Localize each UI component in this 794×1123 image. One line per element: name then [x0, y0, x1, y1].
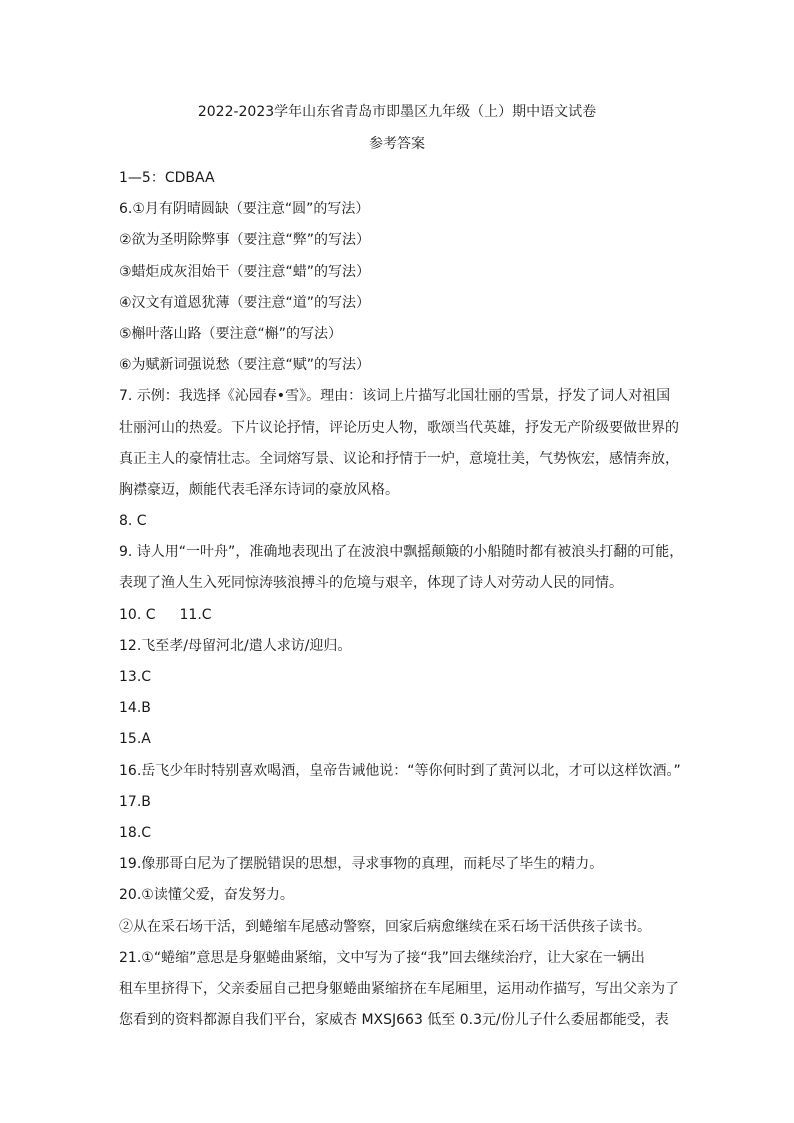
answer-10: 10. C	[119, 606, 156, 623]
answer-9-line: 表现了渔人生入死同惊涛骇浪搏斗的危境与艰辛，体现了诗人对劳动人民的同情。	[119, 575, 623, 592]
answer-21-line: 您看到的资料都源自我们平台，家威杏 MXSJ663 低至 0.3元/份儿子什么委屈都能受，表	[119, 1012, 669, 1029]
page-title: 2022-2023学年山东省青岛市即墨区九年级（上）期中语文试卷	[197, 104, 597, 120]
answer-8: 8. C	[119, 513, 147, 530]
answer-6-line: ④汉文有道恩犹薄（要注意“道”的写法）	[119, 294, 371, 311]
answer-10-11-row	[119, 600, 691, 631]
answer-7-line: 胸襟豪迈，颇能代表毛泽东诗词的豪放风格。	[119, 481, 399, 498]
answer-15: 15.A	[119, 731, 151, 748]
answer-6-line: ③蜡炬成灰泪始干（要注意“蜡”的写法）	[119, 263, 371, 280]
answer-17: 17.B	[119, 793, 151, 810]
page-subtitle: 参考答案	[369, 136, 425, 152]
answer-21-line: 21.①“蜷缩”意思是身躯蜷曲紧缩，文中写为了接“我”回去继续治疗，让大家在一辆出	[119, 949, 645, 966]
answer-7-line: 7. 示例：我选择《沁园春•雪》。理由：该词上片描写北国壮丽的雪景，抒发了词人对祖国	[119, 388, 671, 405]
answer-7-line: 真正主人的豪情壮志。全词熔写景、议论和抒情于一炉，意境壮美，气势恢宏，感情奔放，	[119, 450, 679, 467]
answer-6-line: ⑥为赋新词强说愁（要注意“赋”的写法）	[119, 357, 371, 374]
answer-7-line: 壮丽河山的热爱。下片议论抒情，评论历史人物，歌颂当代英雄，抒发无产阶级要做世界的	[119, 419, 679, 436]
answer-20-line: ②从在采石场干活，到蜷缩车尾感动警察，回家后病愈继续在采石场干活供孩子读书。	[119, 918, 651, 935]
answer-9-line: 9. 诗人用“一叶舟”，准确地表现出了在波浪中飘摇颠簸的小船随时都有被浪头打翻的可能，	[119, 544, 684, 561]
answer-6-line: ②欲为圣明除弊事（要注意“弊”的写法）	[119, 232, 371, 249]
answer-12: 12.飞至孝/母留河北/遣人求访/迎归。	[119, 637, 352, 654]
answer-16: 16.岳飞少年时特别喜欢喝酒，皇帝告诫他说：“等你何时到了黄河以北，才可以这样饮酒。”	[119, 762, 681, 779]
answer-11: 11.C	[179, 606, 212, 623]
answer-6-line: 6.①月有阴晴圆缺（要注意“圆”的写法）	[119, 201, 370, 218]
answer-18: 18.C	[119, 824, 152, 841]
answer-list	[119, 163, 691, 1036]
answer-1-5: 1—5：CDBAA	[119, 170, 215, 186]
answer-21-line: 租车里挤得下，父亲委屈自己把身躯蜷曲紧缩挤在车尾厢里，运用动作描写，写出父亲为了	[119, 980, 679, 997]
answer-20-line: 20.①读懂父爱，奋发努力。	[119, 887, 294, 904]
answer-19: 19.像那哥白尼为了摆脱错误的思想，寻求事物的真理，而耗尽了毕生的精力。	[119, 856, 604, 873]
answer-6-line: ⑤槲叶落山路（要注意“槲”的写法）	[119, 325, 343, 342]
answer-14: 14.B	[119, 700, 151, 717]
answer-13: 13.C	[119, 669, 152, 685]
